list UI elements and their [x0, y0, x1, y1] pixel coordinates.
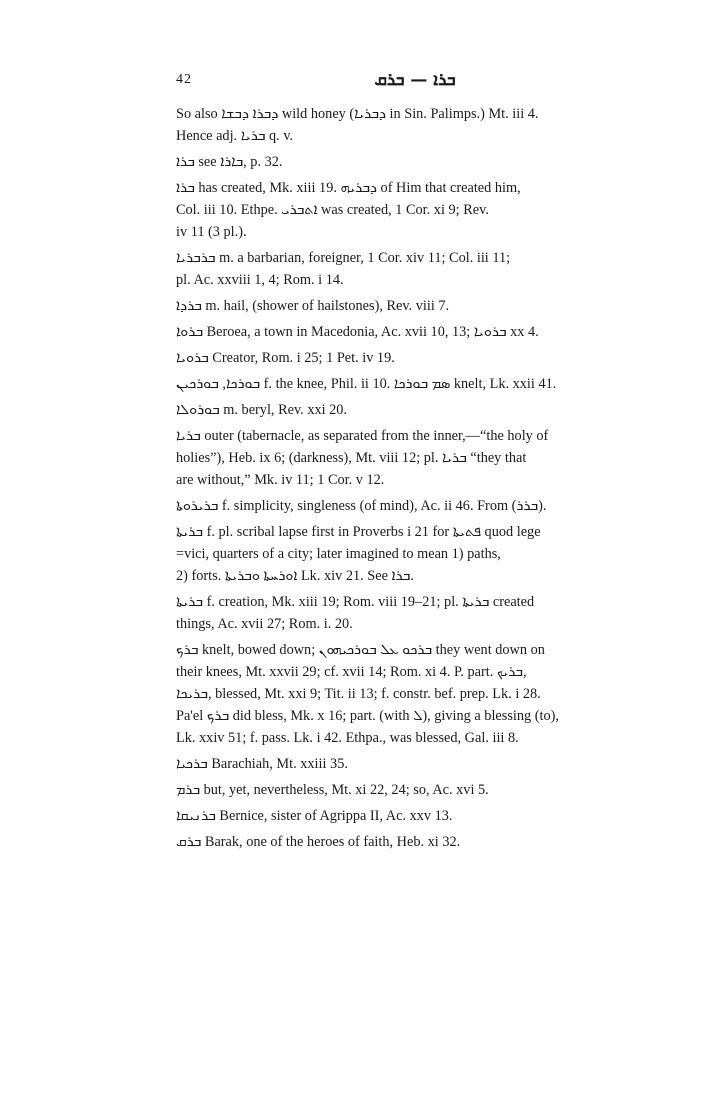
entry-line: =vici, quarters of a city; later imagined to mean 1) paths,: [176, 546, 501, 562]
dictionary-entry: [176, 495, 654, 517]
dictionary-entry: [176, 151, 654, 173]
entry-line: things, Ac. xvii 27; Rom. i. 20.: [176, 616, 353, 632]
dictionary-entry: [176, 399, 654, 421]
entry-line: ܒܪܢܝܩܐ Bernice, sister of Agrippa II, Ac. xxv 13.: [176, 808, 453, 824]
dictionary-entry: [176, 295, 654, 317]
entry-line: ܒܘܪܘܠܐ m. beryl, Rev. xxi 20.: [176, 402, 348, 418]
entry-line: Hence adj. ܒܪܝܐ q. v.: [176, 128, 294, 144]
dictionary-entry: [176, 831, 654, 853]
entry-line: ܒܪܩ Barak, one of the heroes of faith, Heb. xi 32.: [176, 834, 461, 850]
entry-line: ܒܪܐ see ܒܐܪܐ, p. 32.: [176, 154, 283, 170]
entry-line: holies”), Heb. ix 6; (darkness), Mt. viii 12; pl. ܒܪܝܐ “they that: [176, 450, 527, 466]
dictionary-entry: [176, 639, 654, 749]
dictionary-entry: [176, 425, 654, 491]
entry-line: ܒܪܝܐ outer (tabernacle, as separated from the inner,—“the holy of: [176, 428, 549, 444]
entry-line: iv 11 (3 pl.).: [176, 224, 247, 240]
dictionary-entry: [176, 347, 654, 369]
entry-line: ܒܪܝܟܐ, blessed, Mt. xxi 9; Tit. ii 13; f. constr. bef. prep. Lk. i 28.: [176, 686, 541, 702]
entry-line: ܒܪܒܪܝܐ m. a barbarian, foreigner, 1 Cor. xiv 11; Col. iii 11;: [176, 250, 511, 266]
dictionary-entry: [176, 753, 654, 775]
entry-line: ܒܪܕܐ m. hail, (shower of hailstones), Rev. viii 7.: [176, 298, 450, 314]
entry-line: So also ܕܒܪܐ ܕܒܫܐ wild honey (ܕܒܪܝܐ in Sin. Palimps.) Mt. iii 4.: [176, 106, 539, 122]
entry-line: ܒܪܐ has created, Mk. xiii 19. ܕܒܪܝܗ of Him that created him,: [176, 180, 521, 196]
dictionary-entry: [176, 591, 654, 635]
entry-line: pl. Ac. xxviii 1, 4; Rom. i 14.: [176, 272, 344, 288]
entry-line: ܒܘܪܟܐ, ܒܘܪܟܝܢ f. the knee, Phil. ii 10. ܣܡ ܒܘܪܟܐ knelt, Lk. xxii 41.: [176, 376, 557, 392]
dictionary-entry: [176, 373, 654, 395]
entry-line: ܒܪܡ but, yet, nevertheless, Mt. xi 22, 24; so, Ac. xvi 5.: [176, 782, 489, 798]
entry-line: ܒܪܘܝܐ Creator, Rom. i 25; 1 Pet. iv 19.: [176, 350, 395, 366]
dictionary-entry: [176, 805, 654, 827]
running-head: ܒܪܐ — ܒܪܩ: [374, 70, 456, 90]
entry-line: Pa'el ܒܪܟ did bless, Mk. x 16; part. (with ܠ), giving a blessing (to),: [176, 708, 559, 724]
entry-line: 2) forts. ܐܘܪܚܬܐ ܘܒܪܝܬܐ Lk. xiv 21. See ܒܪܐ.: [176, 568, 414, 584]
dictionary-entry: [176, 103, 654, 147]
entry-line: ܒܪܟܝܐ Barachiah, Mt. xxiii 35.: [176, 756, 348, 772]
entry-line: Col. iii 10. Ethpe. ܐܬܒܪܝ was created, 1 Cor. xi 9; Rev.: [176, 202, 489, 218]
entry-line: are without,” Mk. iv 11; 1 Cor. v 12.: [176, 472, 385, 488]
entry-line: ܒܪܝܪܘܬܐ f. simplicity, singleness (of mind), Ac. ii 46. From (ܒܪܪ).: [176, 498, 547, 514]
entry-line: ܒܪܟ knelt, bowed down; ܒܪܟܘ ܥܠ ܒܘܪܟܝܗܘܢ they went down on: [176, 642, 545, 658]
dictionary-entry: [176, 247, 654, 291]
page-number: 42: [176, 72, 192, 87]
dictionary-entry: [176, 521, 654, 587]
dictionary-entry: [176, 177, 654, 243]
entry-line: ܒܪܝܬܐ f. pl. scribal lapse first in Proverbs i 21 for ܦܬܝܬܐ quod lege: [176, 524, 541, 540]
dictionary-entry: [176, 321, 654, 343]
dictionary-entry: [176, 779, 654, 801]
entry-line: ܒܪܝܬܐ f. creation, Mk. xiii 19; Rom. viii 19–21; pl. ܒܪܝܬܐ created: [176, 594, 535, 610]
page-header: [176, 72, 654, 94]
dictionary-entries: [176, 103, 654, 857]
entry-line: Lk. xxiv 51; f. pass. Lk. i 42. Ethpa., was blessed, Gal. iii 8.: [176, 730, 519, 746]
entry-line: ܒܪܘܐ Beroea, a town in Macedonia, Ac. xvii 10, 13; ܒܪܘܝܐ xx 4.: [176, 324, 539, 340]
entry-line: their knees, Mt. xxvii 29; cf. xvii 14; Rom. xi 4. P. part. ܒܪܝܟ,: [176, 664, 527, 680]
